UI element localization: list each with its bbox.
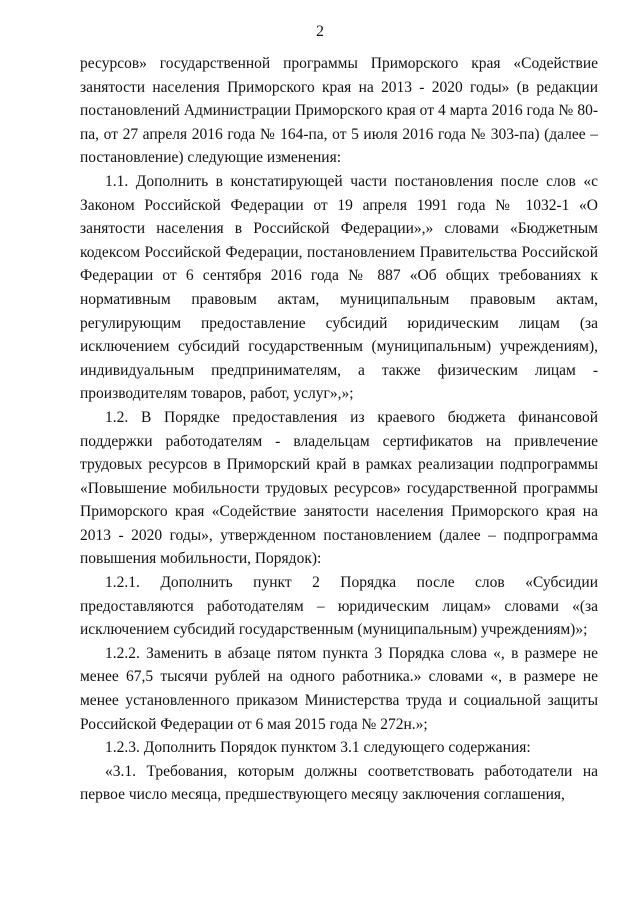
paragraph-1-2-3: 1.2.3. Дополнить Порядок пунктом 3.1 следующего содержания: bbox=[105, 739, 531, 757]
paragraph-1-2-1: 1.2.1. Дополнить пункт 2 Порядка после слов «Субсидии предоставляются работодателям – юридическим лицам» словами «(за исключением субсидий государственным (муниципальным) учреждениям)»; bbox=[80, 574, 598, 639]
paragraph-1-2: 1.2. В Порядке предоставления из краевого бюджета финансовой поддержки работодателям - владельцам сертификатов на привлечение трудовых ресурсов в Приморский край в рамках реализации подпрограммы «Повышение мобильности трудовых ресурсов» государственной программы Приморского края «Содействие занятости населения Приморского края на 2013 - 2020 годы», утвержденном постановлением (далее – подпрограмма повышения мобильности, Порядок): bbox=[80, 408, 598, 568]
paragraph-intro: ресурсов» государственной программы Приморского края «Содействие занятости населения Приморского края на 2013 - 2020 годы» (в редакции постановлений Администрации Приморского края от 4 марта 2016 года № 80-па, от 27 апреля 2016 года № 164-па, от 5 июля 2016 года № 303-па) (далее – постановление) следующие изменения: bbox=[80, 55, 598, 167]
document-body bbox=[80, 52, 598, 807]
paragraph-1-2-2: 1.2.2. Заменить в абзаце пятом пункта 3 Порядка слова «, в размере не менее 67,5 тысячи рублей на одного работника.» словами «, в размере не менее установленного приказом Министерства труда и социальной защиты Российской Федерации от 6 мая 2015 года № 272н.»; bbox=[80, 644, 598, 733]
paragraph-1-1: 1.1. Дополнить в констатирующей части постановления после слов «с Законом Российской Федерации от 19 апреля 1991 года № 1032-1 «О занятости населения в Российской Федерации»,» словами «Бюджетным кодексом Российской Федерации, постановлением Правительства Российской Федерации от 6 сентября 2016 года № 887 «Об общих требованиях к нормативным правовым актам, муниципальным правовым актам, регулирующим предоставление субсидий юридическим лицам (за исключением субсидий государственным (муниципальным) учреждениям), индивидуальным предпринимателям, а также физическим лицам - производителям товаров, работ, услуг»,»; bbox=[80, 172, 598, 403]
page-number: 2 bbox=[316, 23, 324, 40]
paragraph-3-1: «3.1. Требования, которым должны соответствовать работодатели на первое число месяца, предшествующего месяцу заключения соглашения, bbox=[80, 762, 598, 804]
